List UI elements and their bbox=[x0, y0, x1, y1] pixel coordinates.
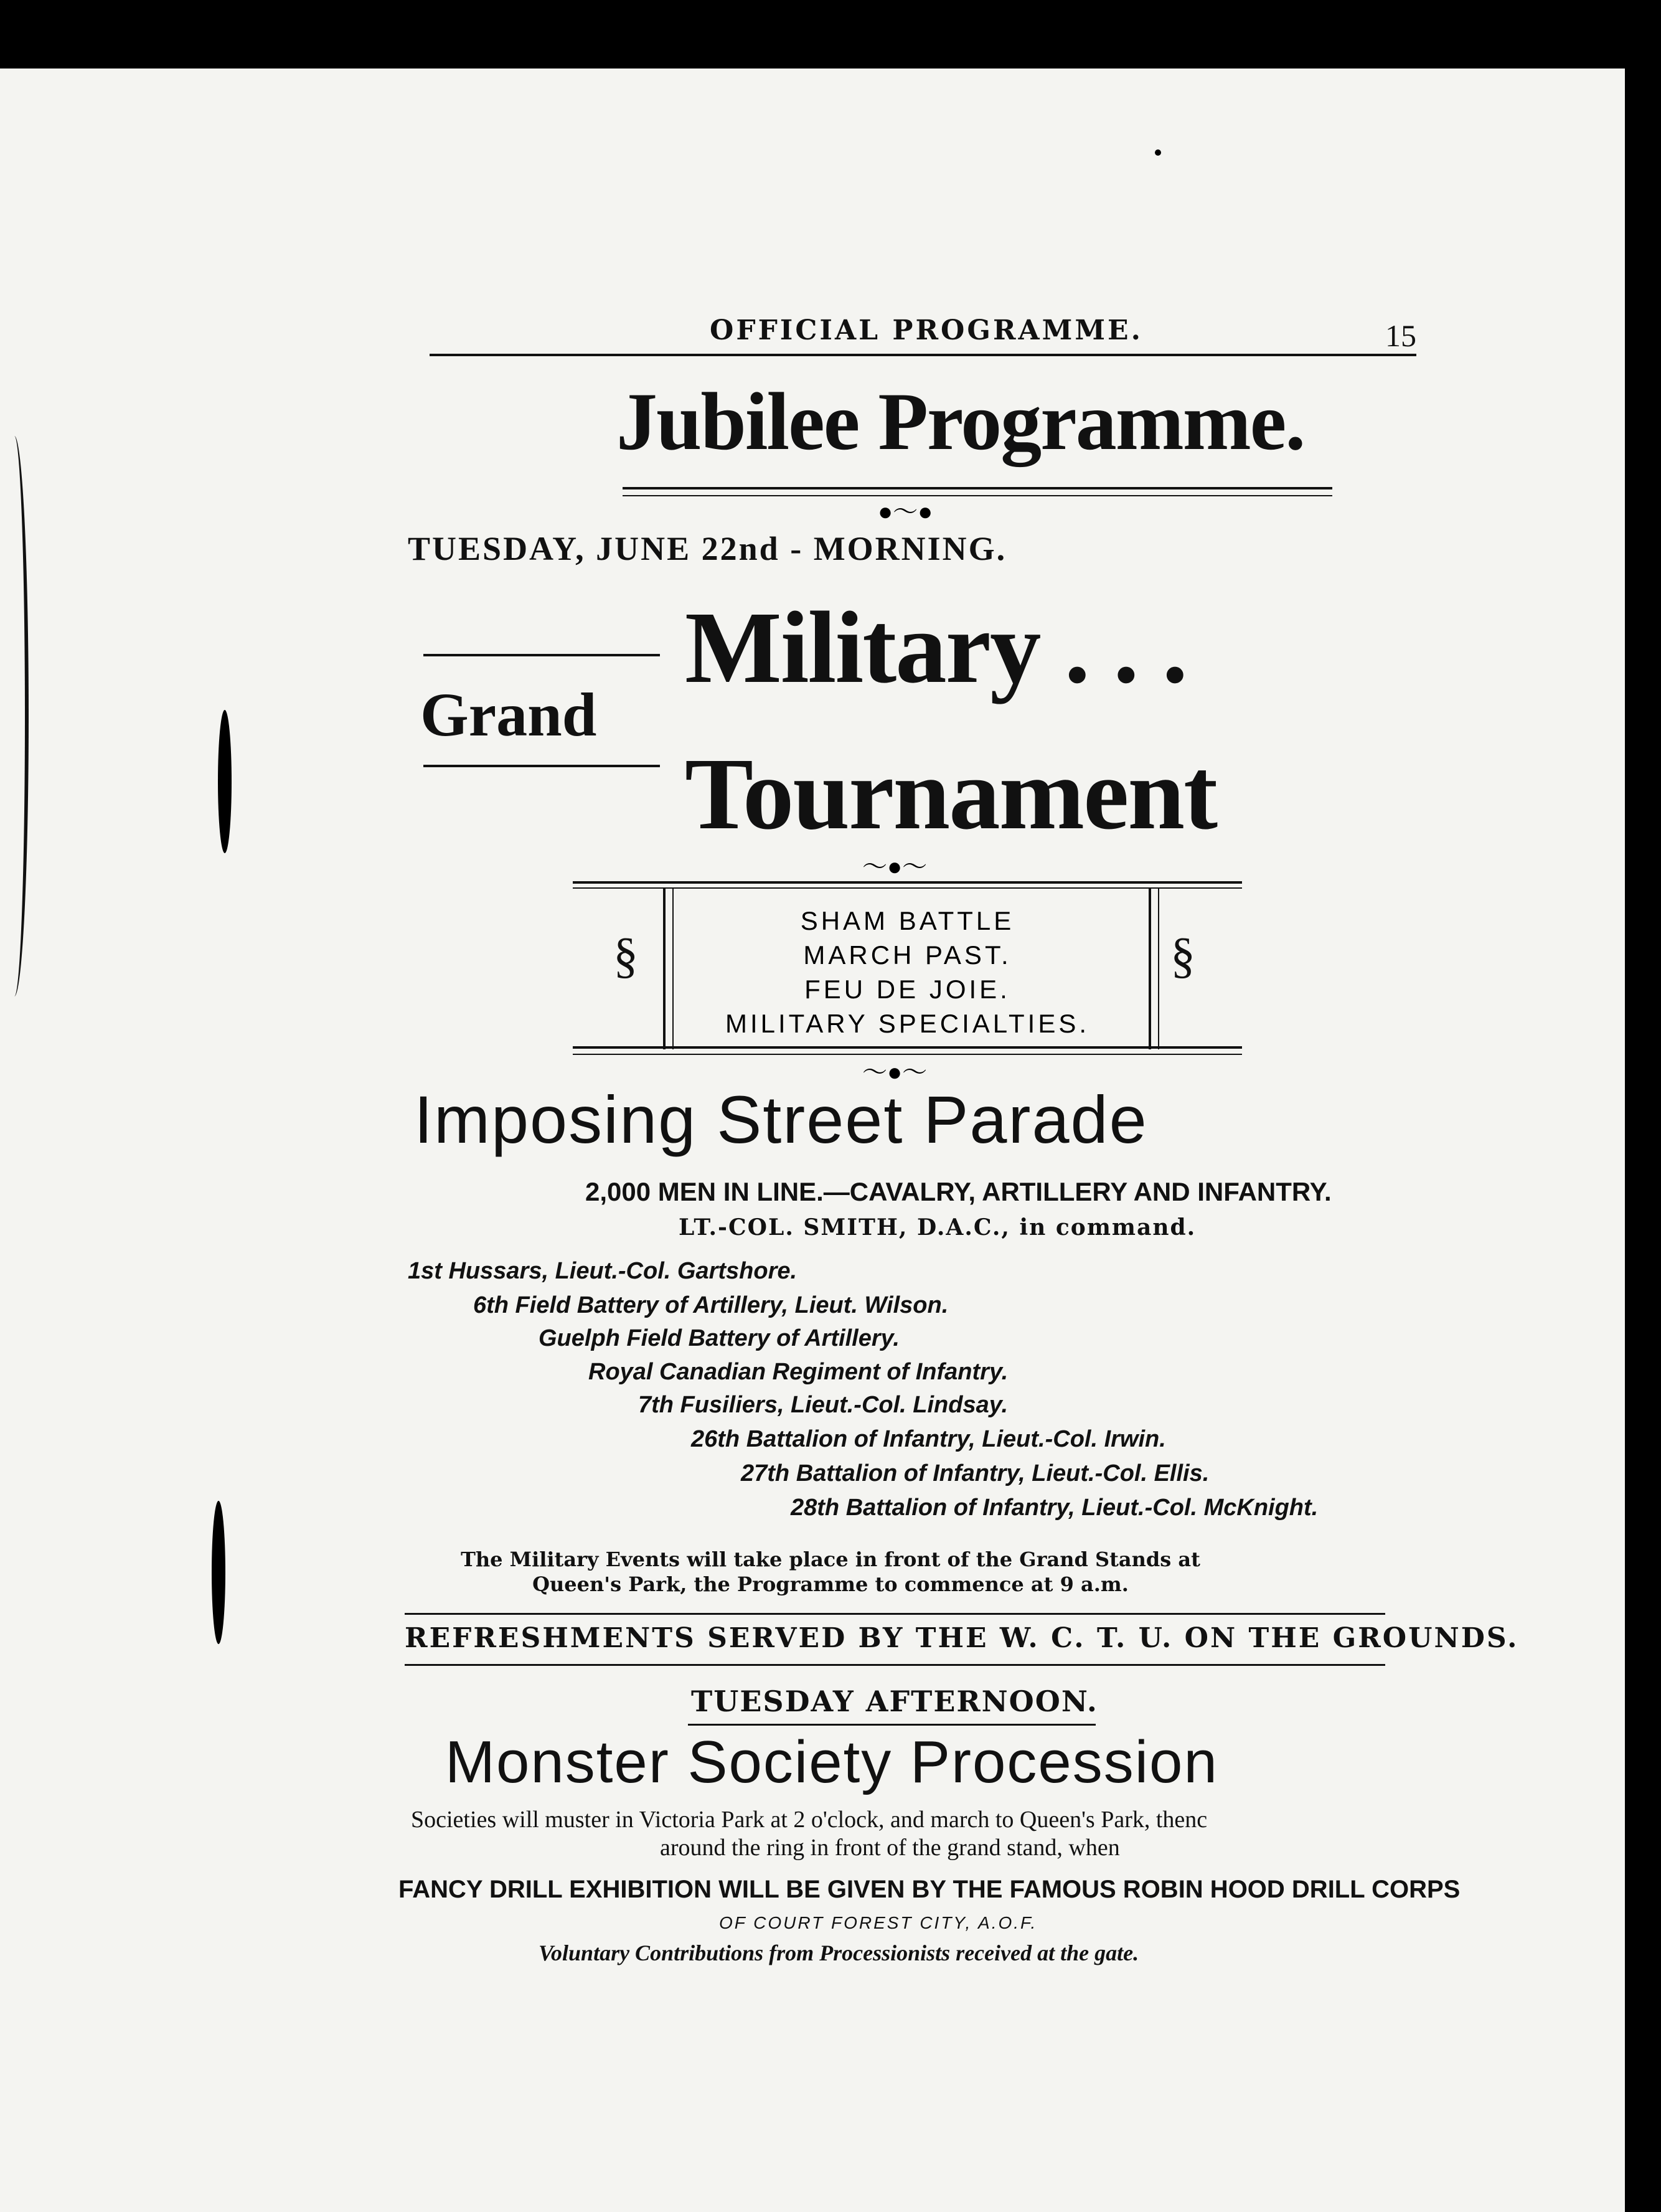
refreshments-line: REFRESHMENTS SERVED BY THE W. C. T. U. ON THE GROUNDS. bbox=[405, 1622, 1519, 1654]
running-head: OFFICIAL PROGRAMME. bbox=[710, 314, 1143, 346]
unit-line: 7th Fusiliers, Lieut.-Col. Lindsay. bbox=[638, 1392, 1009, 1418]
afternoon-rule bbox=[688, 1724, 1096, 1726]
date-line: TUESDAY, JUNE 22nd - MORNING. bbox=[408, 530, 1007, 567]
procession-text: Societies will muster in Victoria Park at 2 o'clock, and march to Queen's Park, thenc bbox=[411, 1807, 1208, 1833]
grand-rule bbox=[423, 654, 660, 656]
scroll-ornament-icon: § bbox=[1170, 929, 1195, 983]
unit-line: 28th Battalion of Infantry, Lieut.-Col. McKnight. bbox=[791, 1495, 1319, 1521]
event-item: FEU DE JOIE. bbox=[804, 975, 1010, 1004]
binding-mark bbox=[218, 710, 232, 853]
speck bbox=[1155, 149, 1161, 156]
grand-heading: Grand bbox=[420, 680, 597, 749]
fancy-drill-line: FANCY DRILL EXHIBITION WILL BE GIVEN BY THE FAMOUS ROBIN HOOD DRILL CORPS bbox=[398, 1876, 1461, 1903]
header-rule bbox=[430, 354, 1416, 356]
note-line: The Military Events will take place in front of the Grand Stands at bbox=[461, 1548, 1200, 1571]
ornament: ●〜● bbox=[878, 498, 933, 526]
court-line: OF COURT FOREST CITY, A.O.F. bbox=[719, 1913, 1038, 1932]
command-line: LT.-COL. SMITH, D.A.C., in command. bbox=[679, 1214, 1197, 1241]
binding-edge bbox=[0, 436, 29, 996]
title-rule bbox=[623, 495, 1332, 496]
afternoon-heading: TUESDAY AFTERNOON. bbox=[691, 1685, 1098, 1718]
scroll-ornament-icon: § bbox=[613, 929, 638, 983]
military-heading: Military . . . bbox=[685, 590, 1187, 704]
unit-line: Royal Canadian Regiment of Infantry. bbox=[588, 1359, 1009, 1385]
events-box bbox=[573, 878, 1242, 1049]
men-line: 2,000 MEN IN LINE.—CAVALRY, ARTILLERY AND INFANTRY. bbox=[585, 1177, 1332, 1206]
ornament: 〜●〜 bbox=[862, 853, 928, 881]
parade-heading: Imposing Street Parade bbox=[414, 1082, 1148, 1157]
ornament: 〜●〜 bbox=[862, 1058, 928, 1086]
tournament-heading: Tournament bbox=[685, 737, 1217, 851]
event-item: MILITARY SPECIALTIES. bbox=[725, 1009, 1090, 1038]
event-item: MARCH PAST. bbox=[803, 940, 1012, 970]
page-number: 15 bbox=[1385, 318, 1416, 353]
section-rule bbox=[405, 1664, 1385, 1666]
procession-heading: Monster Society Procession bbox=[445, 1729, 1218, 1795]
unit-line: 26th Battalion of Infantry, Lieut.-Col. Irwin. bbox=[691, 1426, 1166, 1452]
unit-line: Guelph Field Battery of Artillery. bbox=[539, 1325, 900, 1351]
page-title: Jubilee Programme. bbox=[616, 376, 1305, 467]
procession-text: around the ring in front of the grand stand, when bbox=[660, 1835, 1120, 1861]
title-rule bbox=[623, 487, 1332, 489]
unit-line: 1st Hussars, Lieut.-Col. Gartshore. bbox=[408, 1258, 798, 1284]
section-rule bbox=[405, 1613, 1385, 1615]
unit-line: 6th Field Battery of Artillery, Lieut. Wilson. bbox=[473, 1292, 949, 1318]
event-item: SHAM BATTLE bbox=[800, 906, 1015, 935]
voluntary-line: Voluntary Contributions from Processionists received at the gate. bbox=[539, 1940, 1139, 1965]
grand-rule bbox=[423, 765, 660, 767]
note-line: Queen's Park, the Programme to commence at 9 a.m. bbox=[532, 1572, 1129, 1596]
unit-line: 27th Battalion of Infantry, Lieut.-Col. Ellis. bbox=[741, 1460, 1210, 1486]
